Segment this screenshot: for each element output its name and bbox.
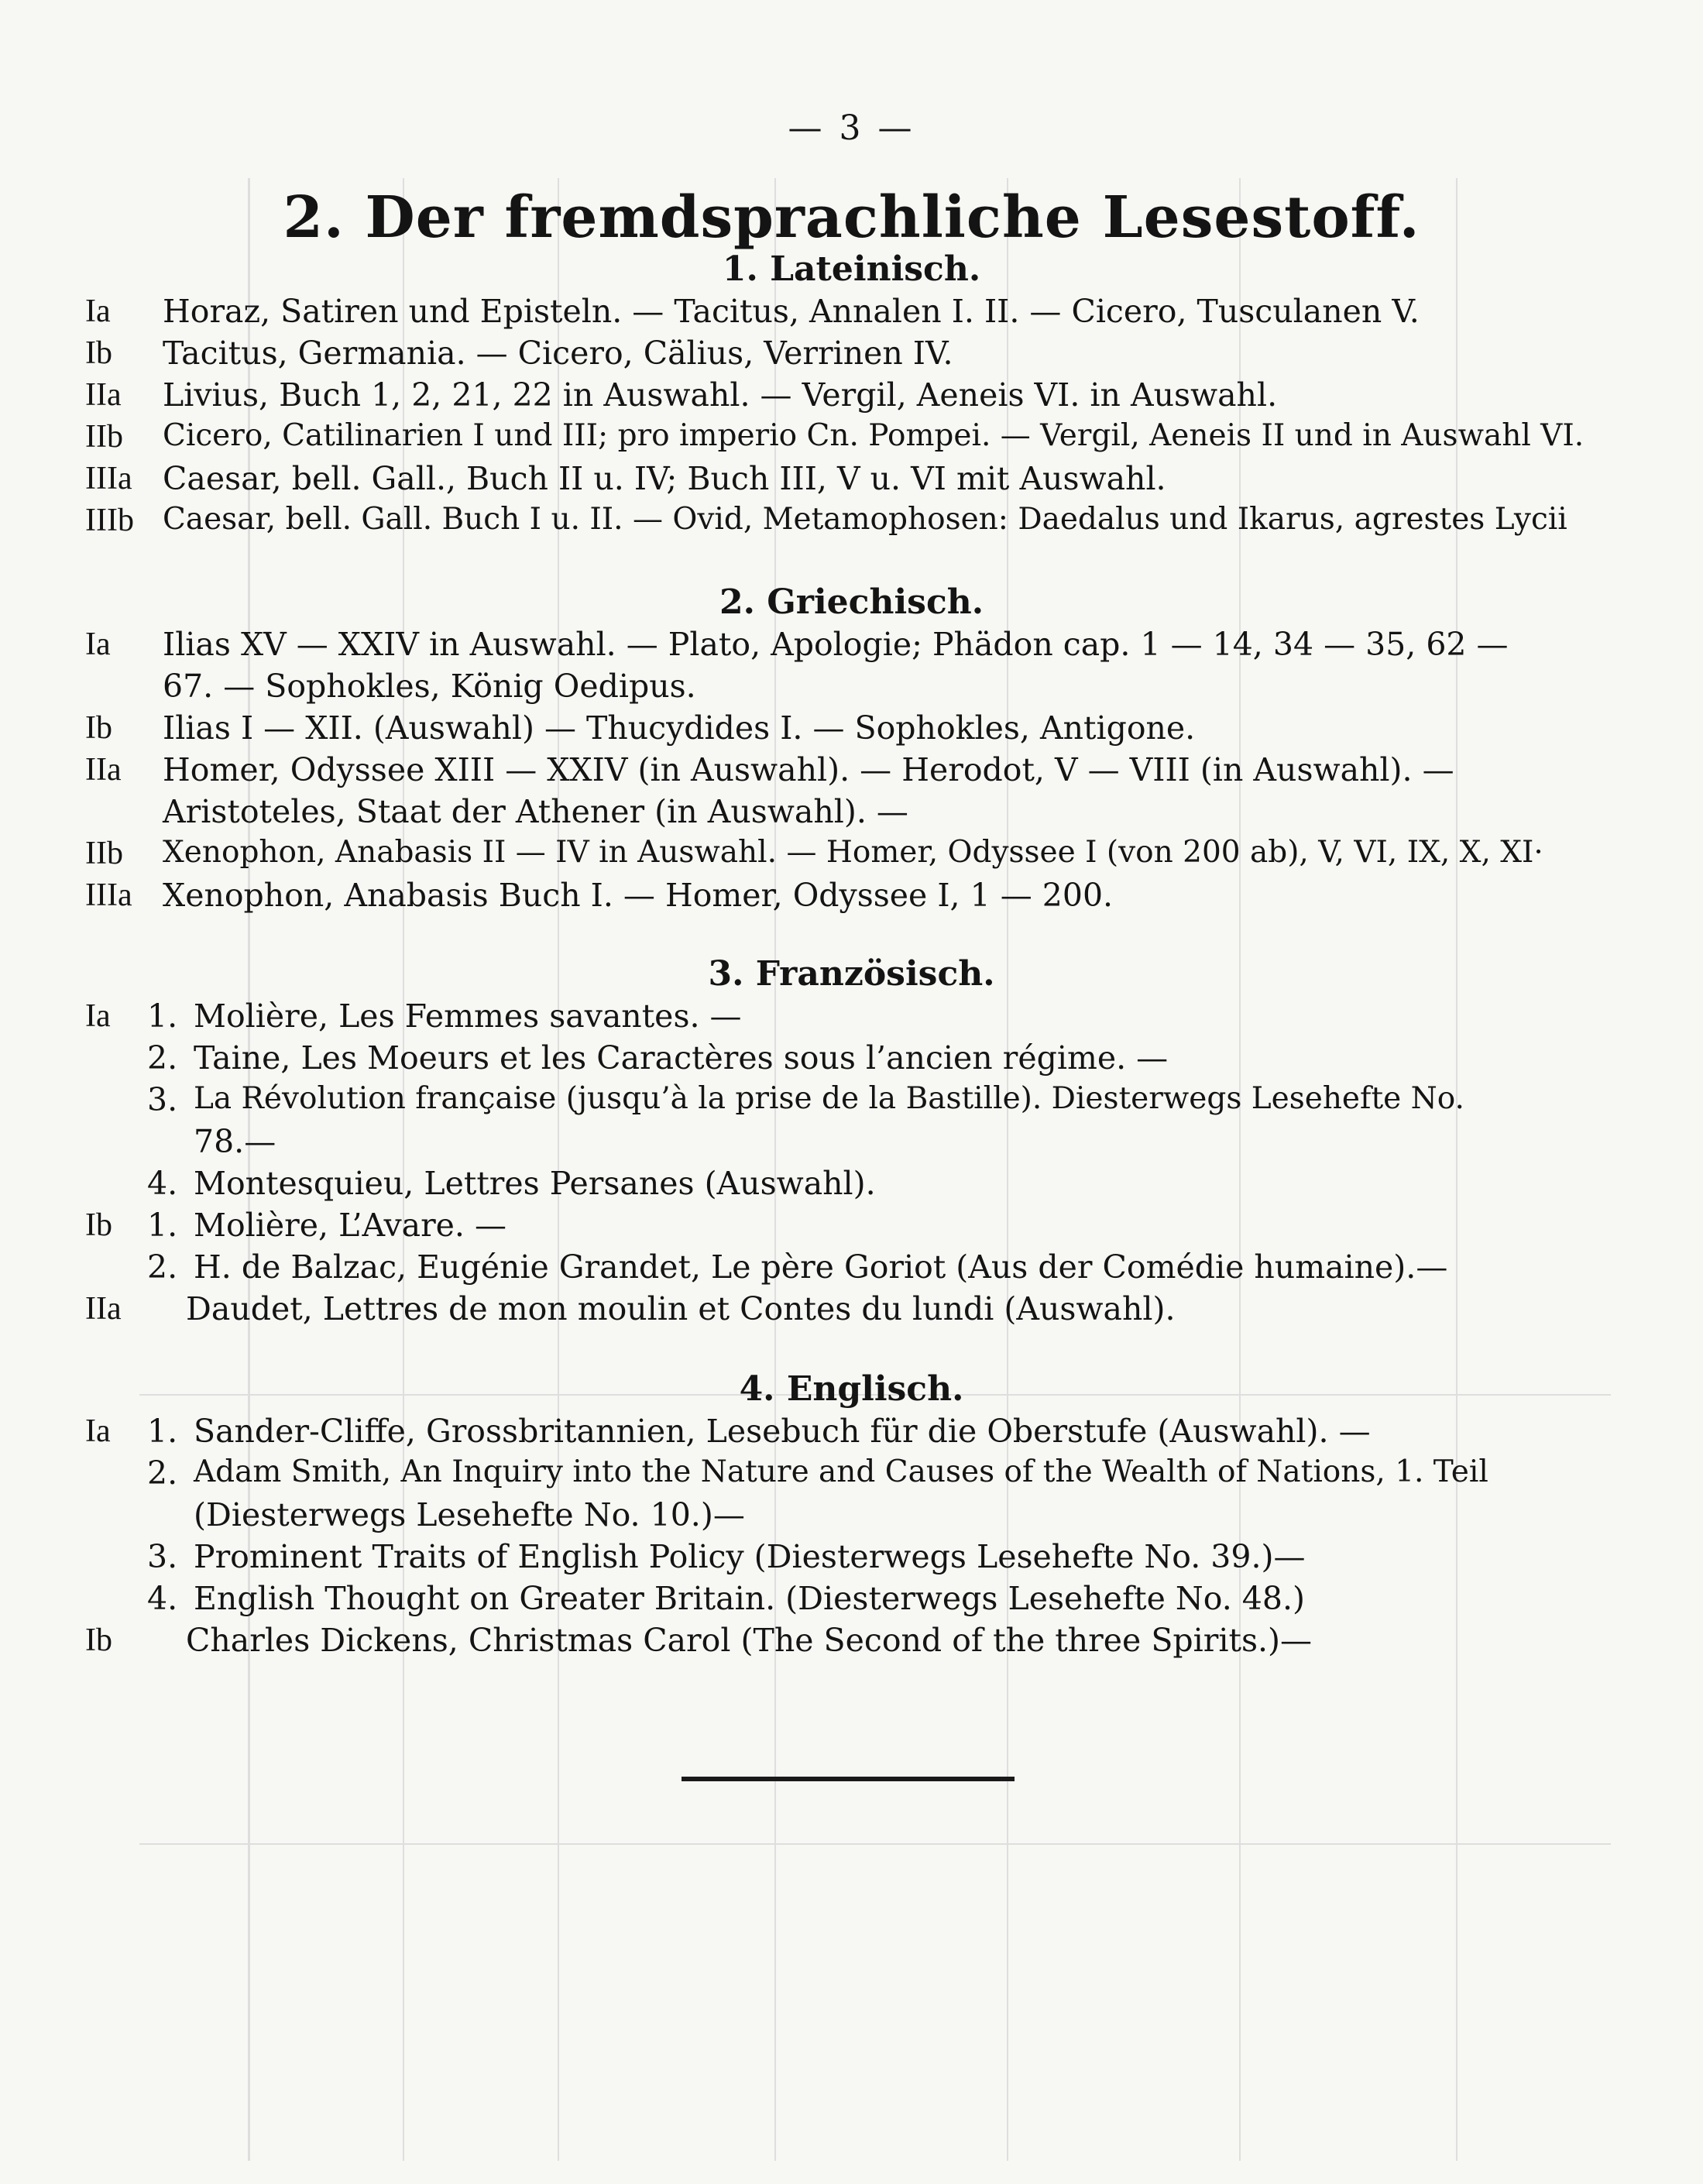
list-item	[85, 998, 1619, 1039]
class-label: Ia	[85, 627, 111, 662]
reading-entry: Livius, Buch 1, 2, 21, 22 in Auswahl. — Vergil, Aeneis VI. in Auswahl.	[163, 376, 1278, 414]
reading-entry: La Révolution française (jusqu’à la prise de la Bastille). Diesterwegs Lesehefte No.	[194, 1081, 1464, 1116]
reading-entry: 78.—	[194, 1123, 276, 1160]
item-number: 2.	[147, 1039, 178, 1077]
class-label: IIIb	[85, 503, 134, 538]
list-item	[85, 502, 1619, 544]
list-item	[85, 1538, 1619, 1580]
reading-entry: Molière, Les Femmes savantes. —	[194, 998, 742, 1035]
list-item	[85, 709, 1619, 751]
reading-entry: Adam Smith, An Inquiry into the Nature and Causes of the Wealth of Nations, 1. Teil	[194, 1454, 1488, 1489]
reading-entry: Homer, Odyssee XIII — XXIV (in Auswahl). — Herodot, V — VIII (in Auswahl). —	[163, 751, 1454, 788]
list-item	[85, 793, 1619, 835]
reading-entry: Taine, Les Moeurs et les Caractères sous l’ancien régime. —	[194, 1039, 1169, 1077]
list-item	[85, 1496, 1619, 1538]
reading-entry: Sander-Cliffe, Grossbritannien, Lesebuch für die Oberstufe (Auswahl). —	[194, 1413, 1371, 1450]
list-item	[85, 1413, 1619, 1454]
class-label: Ia	[85, 1413, 111, 1449]
reading-entry: H. de Balzac, Eugénie Grandet, Le père Goriot (Aus der Comédie humaine).—	[194, 1248, 1448, 1286]
reading-entry: Ilias XV — XXIV in Auswahl. — Plato, Apologie; Phädon cap. 1 — 14, 34 — 35, 62 —	[163, 626, 1509, 663]
reading-entry: Caesar, bell. Gall., Buch II u. IV; Buch III, V u. VI mit Auswahl.	[163, 460, 1166, 497]
list-item	[85, 1165, 1619, 1207]
class-label: Ib	[85, 1623, 112, 1658]
list-item	[85, 877, 1619, 919]
list-item	[85, 376, 1619, 418]
item-number: 4.	[147, 1580, 178, 1617]
reading-entry: Xenophon, Anabasis II — IV in Auswahl. — Homer, Odyssee I (von 200 ab), V, VI, IX, X, XI·	[163, 835, 1543, 870]
reading-entry: Molière, L’Avare. —	[194, 1207, 506, 1244]
reading-entry: Aristoteles, Staat der Athener (in Auswahl). —	[163, 793, 908, 830]
list-item	[85, 1248, 1619, 1290]
class-label: Ib	[85, 1207, 112, 1243]
class-label: Ia	[85, 998, 111, 1034]
page-number: — 3 —	[788, 108, 915, 148]
list-item	[85, 1290, 1619, 1332]
list-item	[85, 1580, 1619, 1622]
bleed-line	[139, 1843, 1611, 1845]
reading-entry: Prominent Traits of English Policy (Diesterwegs Lesehefte No. 39.)—	[194, 1538, 1306, 1575]
reading-entry: Cicero, Catilinarien I und III; pro imperio Cn. Pompei. — Vergil, Aeneis II und in Auswahl VI.	[163, 418, 1585, 453]
reading-entry: Daudet, Lettres de mon moulin et Contes du lundi (Auswahl).	[186, 1290, 1176, 1327]
class-label: IIb	[85, 836, 123, 871]
list-item	[85, 1454, 1619, 1496]
list-item	[85, 1123, 1619, 1165]
class-label: IIIa	[85, 877, 132, 913]
class-label: IIIa	[85, 461, 132, 496]
list-item	[85, 1081, 1619, 1123]
reading-entry: English Thought on Greater Britain. (Diesterwegs Lesehefte No. 48.)	[194, 1580, 1305, 1617]
reading-entry: (Diesterwegs Lesehefte No. 10.)—	[194, 1496, 745, 1533]
class-label: IIa	[85, 752, 122, 788]
item-number: 1.	[147, 1207, 178, 1244]
list-item	[85, 668, 1619, 709]
reading-entry: Tacitus, Germania. — Cicero, Cälius, Verrinen IV.	[163, 335, 953, 372]
list-item	[85, 1207, 1619, 1248]
item-number: 2.	[147, 1454, 178, 1492]
section-heading-english: 4. Englisch.	[739, 1369, 964, 1409]
item-number: 2.	[147, 1248, 178, 1286]
reading-entry: Xenophon, Anabasis Buch I. — Homer, Odyssee I, 1 — 200.	[163, 877, 1114, 914]
list-item	[85, 835, 1619, 877]
reading-entry: Montesquieu, Lettres Persanes (Auswahl).	[194, 1165, 876, 1202]
list-item	[85, 335, 1619, 376]
class-label: Ib	[85, 335, 112, 371]
reading-entry: 67. — Sophokles, König Oedipus.	[163, 668, 696, 705]
reading-entry: Caesar, bell. Gall. Buch I u. II. — Ovid, Metamophosen: Daedalus und Ikarus, agrestes Lycii	[163, 502, 1567, 537]
item-number: 1.	[147, 998, 178, 1035]
class-label: IIb	[85, 419, 123, 455]
reading-entry: Charles Dickens, Christmas Carol (The Second of the three Spirits.)—	[186, 1622, 1313, 1659]
page-title: 2. Der fremdsprachliche Lesestoff.	[283, 184, 1420, 251]
item-number: 3.	[147, 1538, 178, 1575]
reading-entry: Ilias I — XII. (Auswahl) — Thucydides I. — Sophokles, Antigone.	[163, 709, 1196, 747]
list-item	[85, 751, 1619, 793]
list-item	[85, 418, 1619, 460]
list-item	[85, 1039, 1619, 1081]
class-label: Ia	[85, 294, 111, 329]
list-item	[85, 1622, 1619, 1664]
list-item	[85, 293, 1619, 335]
list-item	[85, 626, 1619, 668]
class-label: IIa	[85, 377, 122, 413]
list-item	[85, 460, 1619, 502]
item-number: 4.	[147, 1165, 178, 1202]
section-heading-greek: 2. Griechisch.	[719, 582, 984, 622]
section-heading-latin: 1. Lateinisch.	[722, 249, 981, 289]
item-number: 3.	[147, 1081, 178, 1118]
class-label: IIa	[85, 1291, 122, 1327]
item-number: 1.	[147, 1413, 178, 1450]
class-label: Ib	[85, 710, 112, 746]
closing-divider	[682, 1777, 1015, 1781]
section-heading-french: 3. Französisch.	[708, 954, 995, 994]
reading-entry: Horaz, Satiren und Episteln. — Tacitus, Annalen I. II. — Cicero, Tusculanen V.	[163, 293, 1420, 330]
